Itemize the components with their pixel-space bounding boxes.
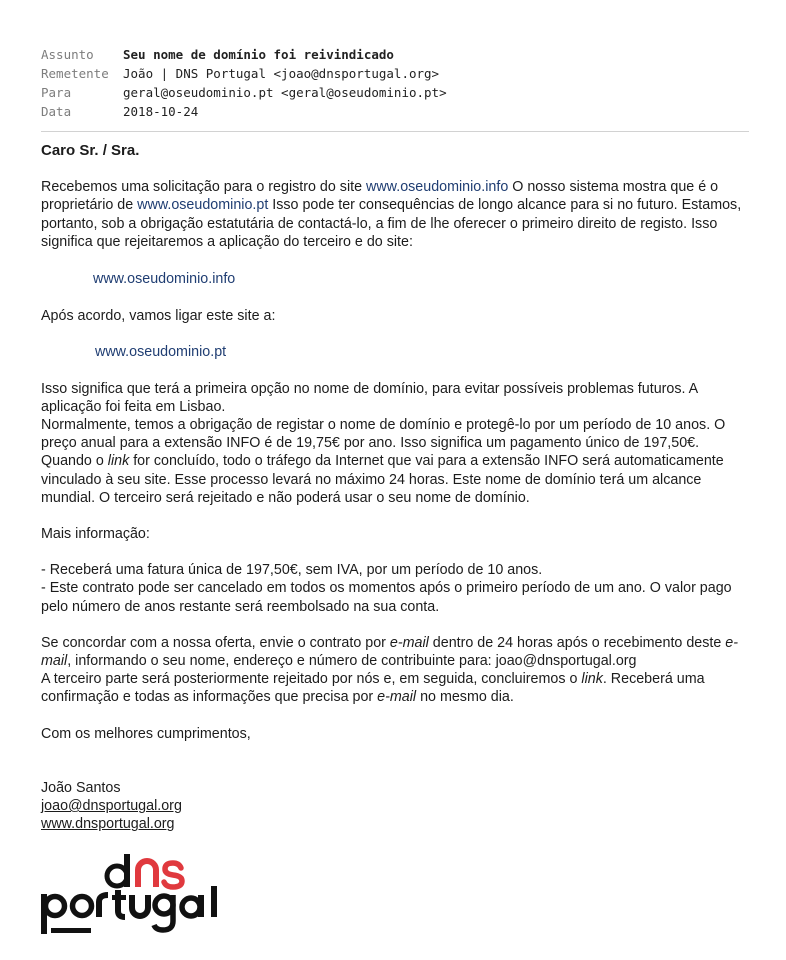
domain-link-pt[interactable]: www.oseudominio.pt <box>137 197 269 214</box>
after-agreement-text: Após acordo, vamos ligar este site a: <box>41 308 276 325</box>
paragraph-price <box>41 416 746 507</box>
closing: Com os melhores cumprimentos, <box>41 725 251 742</box>
emphasis: e-mail <box>389 634 429 651</box>
domain-link-info-standalone[interactable]: www.oseudominio.info <box>93 271 236 288</box>
text: O nosso sistema mostra que é o proprietário de <box>41 179 719 214</box>
header-date-row <box>41 102 749 121</box>
text: for concluído, todo o tráfego da Internet que vai para a extensão INFO será automaticamente vinculado à seu site. Esse processo levará no máximo 24 horas. Este nome de domínio terá um alcance mundial. O terceiro será rejeitado e não poderá usar o seu nome de domínio. <box>41 453 724 506</box>
text: dentro de 24 horas após o recebimento deste <box>428 634 726 651</box>
paragraph-request <box>41 178 746 251</box>
header-divider <box>41 131 749 132</box>
emphasis: e-mail <box>41 634 739 670</box>
domain-link-pt-standalone[interactable]: www.oseudominio.pt <box>95 344 227 361</box>
text: Recebemos uma solicitação para o registro do site <box>41 179 367 196</box>
header-label: Assunto <box>41 47 94 62</box>
header-label: Data <box>41 104 72 119</box>
text: Se concordar com a nossa oferta, envie o contrato por <box>41 634 390 651</box>
sender-value[interactable]: João | DNS Portugal <joao@dnsportugal.org> <box>123 66 440 81</box>
domain-link-info[interactable]: www.oseudominio.info <box>366 179 509 196</box>
paragraph-option: Isso significa que terá a primeira opção no nome de domínio, para evitar possíveis problemas futuros. A aplicação foi feita em Lisbao. <box>41 380 698 415</box>
signature-name: João Santos <box>41 779 121 796</box>
header-subject-row <box>41 45 749 64</box>
signature-email-link[interactable]: joao@dnsportugal.org <box>41 798 182 815</box>
bullet-cancellation: - Este contrato pode ser cancelado em todos os momentos após o primeiro período de um ano. O valor pago pelo número de anos restante será reembolsado na sua conta. <box>41 580 732 615</box>
emphasis: link <box>581 671 603 688</box>
text: A terceiro parte será posteriormente rejeitado por nós e, em seguida, concluiremos o <box>41 671 582 688</box>
dns-portugal-logo <box>38 850 238 942</box>
more-info-heading: Mais informação: <box>41 526 150 543</box>
header-label: Para <box>41 85 72 100</box>
subject-value: Seu nome de domínio foi reivindicado <box>123 47 394 62</box>
greeting: Caro Sr. / Sra. <box>41 142 140 159</box>
paragraph-confirmation <box>41 670 746 706</box>
signature-site-line <box>41 815 746 833</box>
logo-dns-text <box>107 854 182 887</box>
header-recipient-row <box>41 83 749 102</box>
domain-line-info <box>41 270 746 288</box>
emphasis: e-mail <box>377 689 417 706</box>
signature-email-line <box>41 797 746 815</box>
header-sender-row <box>41 64 749 83</box>
header-label: Remetente <box>41 66 109 81</box>
domain-line-pt <box>41 343 746 361</box>
date-value: 2018-10-24 <box>123 104 199 119</box>
email-body <box>41 142 746 833</box>
bullet-invoice: - Receberá uma fatura única de 197,50€, sem IVA, por um período de 10 anos. <box>41 562 543 579</box>
text: . Receberá uma confirmação e todas as informações que precisa por <box>41 671 705 706</box>
text: Isso pode ter consequências de longo alcance para si no futuro. Estamos, portanto, sob a obrigação estatutária de contactá-lo, a fim de lhe oferecer o primeiro direito de registo. Isso significa que rejeitaremos a aplicação do terceiro e do site: <box>41 197 742 250</box>
text: no mesmo dia. <box>416 689 514 706</box>
email-headers <box>41 45 749 121</box>
text: , informando o seu nome, endereço e número de contribuinte para: joao@dnsportugal.org <box>67 653 637 670</box>
signature-site-link[interactable]: www.dnsportugal.org <box>41 816 175 833</box>
emphasis: link <box>107 453 130 470</box>
text: Normalmente, temos a obrigação de registar o nome de domínio e protegê-lo por um período de 10 anos. O preço anual para a extensão INFO é de 19,75€ por ano. Isso significa um pagamento único de 197,50€. Quando o <box>41 417 726 470</box>
paragraph-contract <box>41 634 746 670</box>
logo-portugal-text <box>41 886 217 934</box>
recipient-value[interactable]: geral@oseudominio.pt <geral@oseudominio.pt> <box>123 85 447 100</box>
